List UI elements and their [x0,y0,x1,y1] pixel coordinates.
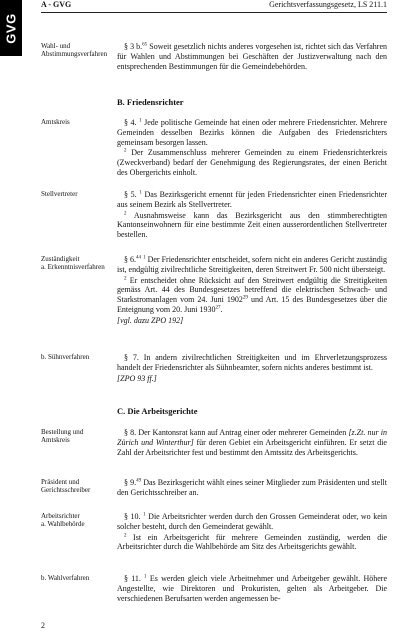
footnote-ref: 27 [215,305,221,311]
margin-subtitle: a. Wahlbehörde [41,520,85,529]
header-rule [41,12,387,13]
paragraph-text: Der Kantonsrat kann auf Antrag einer oder mehrerer Gemeinden [136,428,349,437]
section-text [117,353,387,383]
paragraph-text: Das Bezirksgericht ernennt für jeden Friedensrichter einen Friedensrichter aus seinem Bezirk als Stellvertreter. [117,190,388,209]
section-tab-label: GVG [3,12,19,44]
cross-reference: [ZPO 93 ff.] [117,373,157,383]
paragraph-number: § 3 b. [124,42,143,51]
cross-reference: [vgl. dazu ZPO 192] [117,315,184,325]
paragraph-text: Es werden gleich viele Arbeitnehmer und Arbeitgeber gewählt. Höhere Angestellte, wie Direktoren und Prokuristen, gelten als Arbeitgeber. Die verschiedenen Berufsarten werden angemessen be- [117,574,388,603]
margin-title: Zuständigkeit [41,255,80,263]
paragraph-number: § 11. [124,574,141,583]
section-tab [0,0,22,56]
paragraph-text: Das Bezirksgericht wählt eines seiner Mitglieder zum Präsidenten und stellt den Gerichtsschreiber an. [117,478,387,497]
paragraph-number: § 10. [124,512,141,521]
editorial-note: [z.Zt. nur in Zürich und Winterthur] [117,428,388,447]
paragraph-text: In andern zivilrechtlichen Streitigkeiten und im Ehrverletzungsprozess handelt der Friedensrichter als Sühnbeamter, sofern nichts anderes bestimmt ist. [117,353,387,372]
paragraph-number: § 8. [124,428,137,437]
paragraph-number: § 5. [124,190,137,199]
paragraph-text: Ausnahmsweise kann das Bezirksgericht aus den stimmberechtigten Kantonseinwohnern für eine bestimmte Zeit einen ausserordentlichen Stellvertreter bestellen. [117,210,387,239]
paragraph-text: für deren Gebiet ein Arbeitsgericht einführen. Er setzt die Zahl der Arbeitsrichter fest und bestimmt den Amtssitz des Arbeitsgerichts. [117,437,387,457]
margin-note: b. Sühnverfahren [41,353,90,361]
paragraph-text: Jede politische Gemeinde hat einen oder mehrere Friedensrichter. Mehrere Gemeinden desselben Bezirks können die Aufgaben des Friedensrichters gemeinsam besorgen lassen. [117,118,388,147]
footnote-ref: 49 [136,478,142,484]
footnote-ref: 1 [139,118,142,124]
margin-note: b. Wahlverfahren [41,574,90,582]
paragraph-text: . [220,304,223,314]
margin-note: Bestellung und Amtskreis [41,428,84,445]
paragraph-number: § 4. [124,118,137,127]
section-text [117,190,387,240]
section-text [117,428,387,457]
header-left: A - GVG [41,0,72,9]
footnote-ref: 1 [143,255,146,261]
paragraph-number: § 6. [124,255,137,264]
paragraph-text: Er entscheidet ohne Rücksicht auf den Streitwert endgültig die Streitigkeiten gemäss Art. 44 des Bundesgesetzes betreffend die elektrischen Schwach- und Starkstromanlagen vom 24. Juni 1902 [117,275,387,304]
section-text [117,512,387,552]
section-text [117,574,387,603]
margin-note: Wahl- und Abstimmungsverfahren [41,42,108,59]
heading-arbeitsgerichte: C. Die Arbeitsgerichte [117,406,198,416]
footnote-ref: 2 [124,148,127,154]
footnote-ref: 44 [136,255,142,261]
footnote-ref: 29 [242,295,248,301]
margin-subtitle: a. Erkenntnisverfahren [41,263,105,272]
footnote-ref: 1 [144,574,147,580]
section-text [117,42,387,71]
paragraph-text: und Art. 15 des Bundesgesetzes über die Enteignung vom 20. Juni 1930 [117,295,388,314]
margin-note: Stellvertreter [41,190,78,198]
margin-title: Arbeitsrichter [41,512,80,520]
footnote-ref: 2 [124,210,127,216]
paragraph-number: § 7. [124,353,139,362]
margin-note: Präsident und Gerichtsschreiber [41,478,91,495]
section-text [117,118,387,178]
footnote-ref: 2 [124,275,127,281]
page-number: 2 [41,621,45,630]
footnote-ref: 2 [124,532,127,538]
footnote-ref: 1 [139,190,142,196]
heading-friedensrichter: B. Friedensrichter [117,97,184,107]
paragraph-number: § 9. [124,478,137,487]
paragraph-text: Soweit gesetzlich nichts anderes vorgesehen ist, richtet sich das Verfahren für Wahlen und Abstimmungen bei Geschäften der Justizverwaltung nach den entsprechenden Bestimmungen für die Gemeindebehörden. [117,42,387,71]
footnote-ref: 1 [143,512,146,518]
paragraph-text: Der Zusammenschluss mehrerer Gemeinden zu einem Friedensrichterkreis (Zweckverband) bedarf der Genehmigung des Regierungsrates, der einen Bericht des Obergerichts einholt. [117,148,387,177]
paragraph-text: Die Arbeitsrichter werden durch den Grossen Gemeinderat oder, wo kein solcher besteht, durch den Gemeinderat gewählt. [117,512,388,531]
margin-note [41,512,111,529]
header-right: Gerichtsverfassungsgesetz, LS 211.1 [269,0,387,9]
paragraph-text: Der Friedensrichter entscheidet, sofern nicht ein anderes Gericht zuständig ist, endgültig zivilrechtliche Streitigkeiten, deren Streitwert Fr. 500 nicht übersteigt. [117,255,388,274]
footnote-ref: 65 [142,42,148,48]
margin-note: Amtskreis [41,118,70,126]
section-text [117,255,387,325]
paragraph-text: Ist ein Arbeitsgericht für mehrere Gemeinden zuständig, werden die Arbeitsrichter durch die Wahlbehörde am Sitz des Arbeitsgerichts gewählt. [117,532,387,552]
section-text [117,478,387,498]
margin-note [41,255,111,272]
